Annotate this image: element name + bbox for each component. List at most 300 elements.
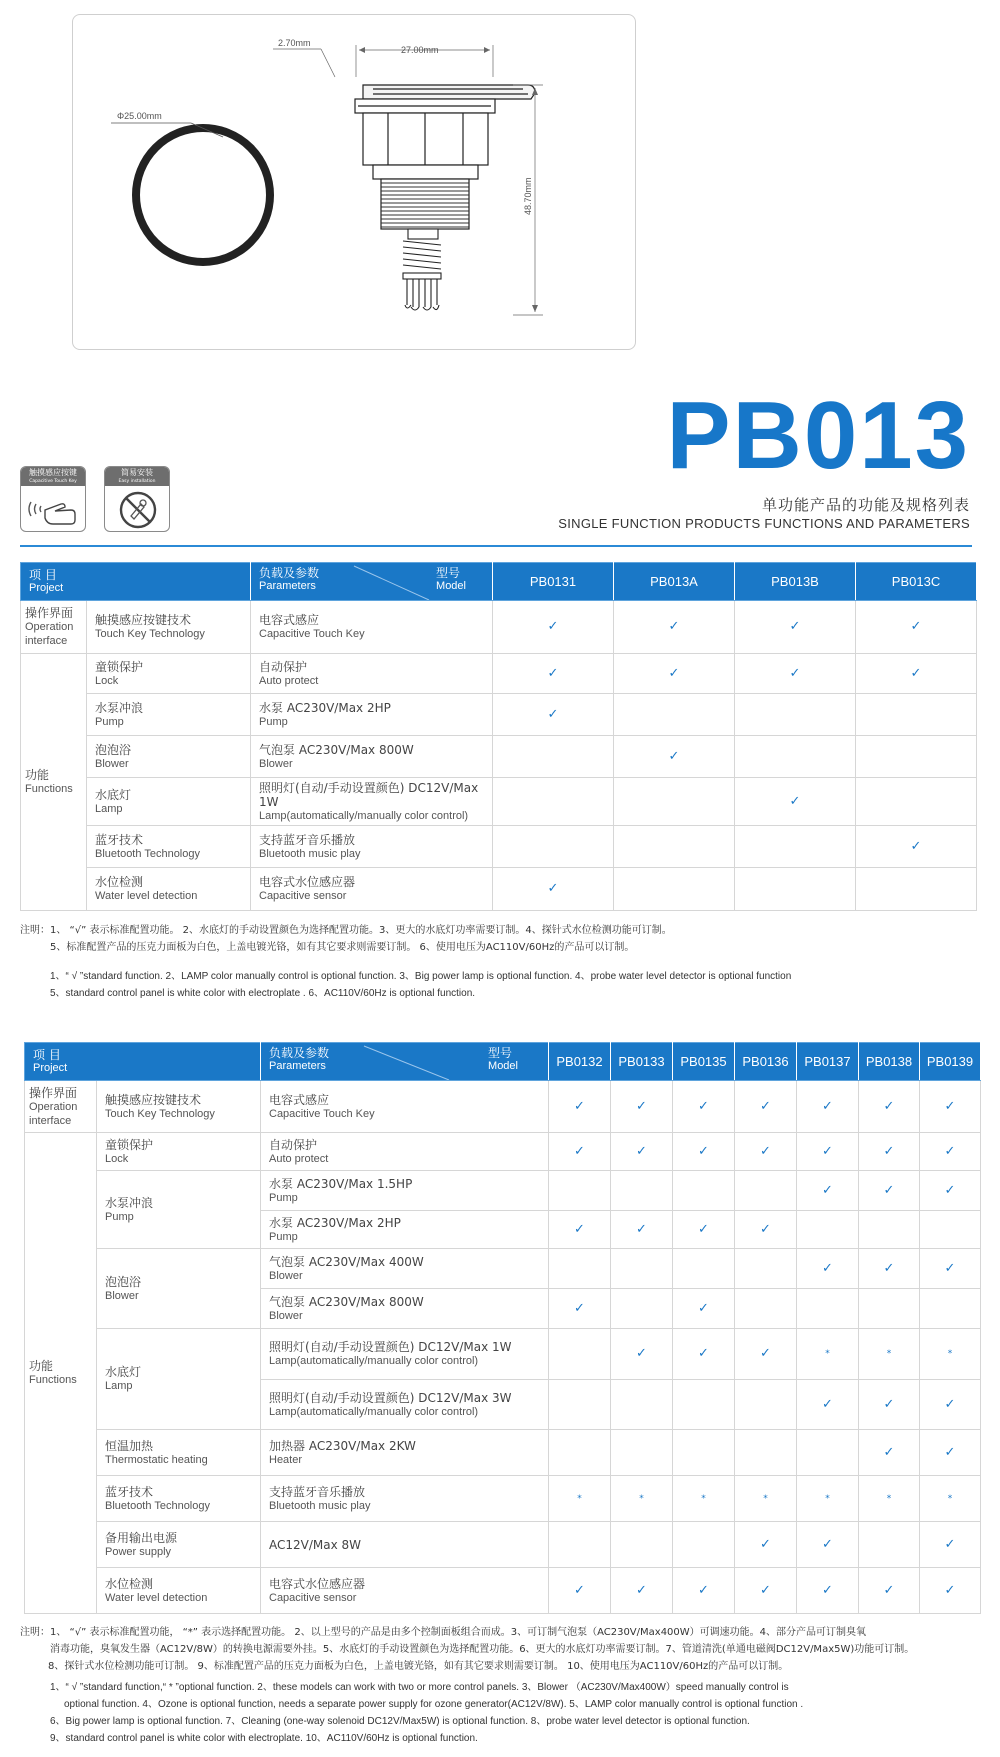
mark-cell: ✓ bbox=[920, 1522, 981, 1568]
item-cn: 水底灯 bbox=[95, 787, 132, 802]
table-row bbox=[25, 1171, 981, 1211]
param-cell bbox=[261, 1081, 549, 1133]
model-col-6: PB0139 bbox=[920, 1043, 981, 1081]
mark-cell bbox=[673, 1522, 735, 1568]
item-cell bbox=[87, 868, 251, 911]
param-cn: 自动保护 bbox=[259, 659, 308, 674]
header-project bbox=[25, 1043, 261, 1081]
badge-label-cn: 简易安装 bbox=[121, 468, 153, 477]
subtitle-cn: 单功能产品的功能及规格列表 bbox=[761, 496, 970, 514]
param-cn: AC12V/Max 8W bbox=[269, 1537, 362, 1552]
mark-cell bbox=[859, 1211, 920, 1249]
param-en: Heater bbox=[269, 1453, 303, 1466]
item-cn: 蓝牙技术 bbox=[95, 832, 144, 847]
mark-cell bbox=[859, 1289, 920, 1329]
model-col-1: PB0133 bbox=[611, 1043, 673, 1081]
param-cn: 自动保护 bbox=[269, 1137, 318, 1152]
dim-height: 48.70mm bbox=[523, 177, 533, 215]
header-model-en: Model bbox=[436, 579, 466, 592]
mark-cell bbox=[797, 1430, 859, 1476]
mark-cell: ✓ bbox=[673, 1081, 735, 1133]
mark-cell bbox=[611, 1522, 673, 1568]
mark-cell: ✓ bbox=[859, 1380, 920, 1430]
mark-cell: ✓ bbox=[920, 1380, 981, 1430]
mark-cell bbox=[735, 736, 856, 778]
notes-2 bbox=[20, 1624, 914, 1747]
mark-cell: ✓ bbox=[549, 1211, 611, 1249]
mark-cell: ✓ bbox=[735, 778, 856, 826]
group-cn: 功能 bbox=[25, 768, 50, 782]
model-col-2: PB013B bbox=[735, 563, 856, 601]
item-en: Water level detection bbox=[105, 1591, 208, 1604]
mark-cell: ✓ bbox=[859, 1133, 920, 1171]
mark-cell: ✓ bbox=[856, 654, 977, 694]
group-functions bbox=[25, 1133, 97, 1614]
param-cell bbox=[261, 1430, 549, 1476]
mark-cell: ✓ bbox=[797, 1081, 859, 1133]
param-cell bbox=[261, 1133, 549, 1171]
mark-cell: ✓ bbox=[673, 1211, 735, 1249]
table-row bbox=[21, 736, 977, 778]
param-cell bbox=[251, 778, 493, 826]
param-en: Lamp(automatically/manually color control) bbox=[269, 1405, 479, 1418]
header-params-model bbox=[251, 563, 493, 601]
mark-cell bbox=[611, 1171, 673, 1211]
mark-cell bbox=[735, 1430, 797, 1476]
header-project-cn: 项 目 bbox=[33, 1048, 61, 1062]
mark-cell: * bbox=[859, 1329, 920, 1380]
mark-cell: ✓ bbox=[493, 654, 614, 694]
mark-cell bbox=[797, 1289, 859, 1329]
badge-label-en: Easy installation bbox=[118, 479, 156, 484]
table-row bbox=[21, 826, 977, 868]
mark-cell: ✓ bbox=[797, 1380, 859, 1430]
param-en: Blower bbox=[259, 757, 293, 770]
table-row bbox=[21, 778, 977, 826]
mark-cell: ✓ bbox=[856, 826, 977, 868]
mark-cell: ✓ bbox=[920, 1249, 981, 1289]
header-project bbox=[21, 563, 251, 601]
subtitle-en: SINGLE FUNCTION PRODUCTS FUNCTIONS AND PARAMETERS bbox=[558, 516, 970, 531]
mark-cell bbox=[859, 1522, 920, 1568]
mark-cell bbox=[611, 1249, 673, 1289]
param-en: Bluetooth music play bbox=[259, 847, 361, 860]
mark-cell bbox=[614, 694, 735, 736]
model-col-0: PB0132 bbox=[549, 1043, 611, 1081]
header-model-en: Model bbox=[488, 1059, 518, 1072]
mark-cell: ✓ bbox=[797, 1522, 859, 1568]
header-project-en: Project bbox=[29, 582, 64, 594]
item-cn: 触摸感应按键技术 bbox=[105, 1092, 202, 1107]
item-cell bbox=[87, 778, 251, 826]
group-en: Functions bbox=[29, 1374, 77, 1386]
mark-cell bbox=[735, 1171, 797, 1211]
param-cn: 加热器 AC230V/Max 2KW bbox=[269, 1438, 416, 1453]
note-en-line: 6、Big power lamp is optional function. 7、Cleaning (one-way solenoid DC12V/Max5W) is optional function. 8、probe water level detector is optional function. bbox=[50, 1716, 750, 1727]
item-en: Bluetooth Technology bbox=[105, 1499, 210, 1512]
item-en: Touch Key Technology bbox=[95, 628, 205, 640]
item-en: Pump bbox=[95, 715, 124, 728]
mark-cell bbox=[614, 868, 735, 911]
table-header-row bbox=[25, 1043, 981, 1081]
item-cell bbox=[87, 601, 251, 654]
param-en: Auto protect bbox=[259, 674, 319, 687]
param-en: Lamp(automatically/manually color control) bbox=[269, 1355, 479, 1367]
group-operation bbox=[21, 601, 87, 654]
param-cell bbox=[261, 1568, 549, 1614]
group-cn: 操作界面 bbox=[29, 1085, 78, 1100]
header-model-cn: 型号 bbox=[436, 565, 461, 580]
param-cn: 照明灯(自动/手动设置颜色) DC12V/Max 3W bbox=[269, 1390, 512, 1405]
model-col-2: PB0135 bbox=[673, 1043, 735, 1081]
mark-cell: ✓ bbox=[611, 1568, 673, 1614]
mark-cell: ✓ bbox=[859, 1081, 920, 1133]
header-params-en: Parameters bbox=[269, 1059, 326, 1072]
table-row bbox=[21, 694, 977, 736]
group-en: Functions bbox=[25, 783, 73, 795]
param-en: Bluetooth music play bbox=[269, 1499, 371, 1512]
no-tools-icon bbox=[105, 486, 170, 532]
item-cn: 水底灯 bbox=[105, 1365, 142, 1379]
note-en-line: 5、standard control panel is white color with electroplate . 6、AC110V/60Hz is optional function. bbox=[50, 988, 476, 999]
param-en: Capacitive Touch Key bbox=[269, 1107, 375, 1120]
mark-cell: ✓ bbox=[859, 1249, 920, 1289]
header-params-cn: 负载及参数 bbox=[269, 1045, 330, 1060]
model-title: PB013 bbox=[666, 382, 970, 489]
table-row bbox=[25, 1329, 981, 1380]
mark-cell: ✓ bbox=[493, 868, 614, 911]
param-cn: 气泡泵 AC230V/Max 800W bbox=[269, 1294, 424, 1309]
table-row bbox=[21, 654, 977, 694]
param-cell bbox=[251, 601, 493, 654]
mark-cell bbox=[920, 1211, 981, 1249]
dim-diameter: Φ25.00mm bbox=[117, 111, 162, 121]
note-en-line: 1、“ √ ”standard function,“ * ”optional function. 2、these models can work with two or more control panels. 3、Blower （AC230V/Max400W）speed manually control is bbox=[50, 1682, 789, 1693]
item-en: Thermostatic heating bbox=[105, 1453, 208, 1466]
item-en: Touch Key Technology bbox=[105, 1107, 215, 1120]
badge-label-en: Capacitive Touch Key bbox=[29, 479, 77, 484]
mark-cell bbox=[549, 1329, 611, 1380]
mark-cell bbox=[856, 736, 977, 778]
param-cn: 支持蓝牙音乐播放 bbox=[269, 1484, 366, 1499]
param-cn: 水泵 AC230V/Max 1.5HP bbox=[269, 1176, 413, 1191]
header-project-cn: 项 目 bbox=[29, 568, 57, 582]
table-row bbox=[25, 1430, 981, 1476]
mark-cell bbox=[735, 1249, 797, 1289]
table-row bbox=[25, 1476, 981, 1522]
mark-cell: ✓ bbox=[611, 1133, 673, 1171]
mark-cell: ✓ bbox=[859, 1430, 920, 1476]
mark-cell: * bbox=[859, 1476, 920, 1522]
item-cn: 水位检测 bbox=[95, 875, 144, 889]
item-cell bbox=[87, 826, 251, 868]
item-en: Lock bbox=[95, 674, 119, 687]
header-params-cn: 负载及参数 bbox=[259, 565, 320, 580]
mark-cell: * bbox=[797, 1329, 859, 1380]
param-cell bbox=[261, 1211, 549, 1249]
mark-cell: * bbox=[920, 1476, 981, 1522]
param-en: Blower bbox=[269, 1309, 303, 1322]
mark-cell bbox=[673, 1380, 735, 1430]
param-cell bbox=[261, 1289, 549, 1329]
mark-cell: * bbox=[549, 1476, 611, 1522]
table-row bbox=[21, 601, 977, 654]
param-cell bbox=[261, 1380, 549, 1430]
mark-cell: ✓ bbox=[614, 736, 735, 778]
item-cn: 泡泡浴 bbox=[105, 1274, 142, 1289]
group-functions bbox=[21, 654, 87, 911]
model-col-1: PB013A bbox=[614, 563, 735, 601]
mark-cell bbox=[611, 1380, 673, 1430]
mark-cell: ✓ bbox=[920, 1171, 981, 1211]
mark-cell bbox=[549, 1430, 611, 1476]
item-cell bbox=[97, 1522, 261, 1568]
dimension-drawing bbox=[73, 15, 637, 351]
item-cn: 水泵冲浪 bbox=[95, 700, 144, 715]
group-operation bbox=[25, 1081, 97, 1133]
mark-cell: ✓ bbox=[673, 1329, 735, 1380]
param-cn: 支持蓝牙音乐播放 bbox=[259, 832, 356, 847]
mark-cell bbox=[611, 1430, 673, 1476]
model-col-4: PB0137 bbox=[797, 1043, 859, 1081]
item-cell bbox=[87, 654, 251, 694]
item-cn: 水泵冲浪 bbox=[105, 1195, 154, 1210]
group-en2: interface bbox=[25, 635, 68, 647]
mark-cell bbox=[493, 778, 614, 826]
header-params-en: Parameters bbox=[259, 579, 316, 592]
param-cn: 电容式感应 bbox=[269, 1092, 330, 1107]
item-cell bbox=[97, 1430, 261, 1476]
mark-cell: * bbox=[797, 1476, 859, 1522]
group-cn: 操作界面 bbox=[25, 606, 74, 620]
badge-easy-install bbox=[104, 466, 170, 532]
note-cn-line: 5、标准配置产品的压克力面板为白色，上盖电镀光铬，如有其它要求则需要订制。 6、使用电压为AC110V/60Hz的产品可以订制。 bbox=[50, 942, 635, 953]
item-cn: 恒温加热 bbox=[105, 1438, 154, 1453]
title-divider bbox=[20, 545, 972, 547]
mark-cell bbox=[735, 1380, 797, 1430]
mark-cell bbox=[611, 1289, 673, 1329]
mark-cell: * bbox=[611, 1476, 673, 1522]
mark-cell: ✓ bbox=[549, 1133, 611, 1171]
param-en: Pump bbox=[269, 1230, 298, 1243]
dim-flange-thickness: 2.70mm bbox=[278, 38, 311, 48]
mark-cell: ✓ bbox=[735, 1133, 797, 1171]
item-en: Blower bbox=[95, 757, 129, 770]
mark-cell: * bbox=[920, 1329, 981, 1380]
param-en: Auto protect bbox=[269, 1152, 329, 1165]
mark-cell: ✓ bbox=[549, 1289, 611, 1329]
mark-cell: ✓ bbox=[797, 1171, 859, 1211]
model-col-3: PB013C bbox=[856, 563, 977, 601]
mark-cell bbox=[920, 1289, 981, 1329]
group-en1: Operation bbox=[29, 1100, 78, 1113]
note-en-line: 1、“ √ ”standard function. 2、LAMP color manually control is optional function. 3、Big power lamp is optional function. 4、probe water level detector is optional function bbox=[50, 971, 792, 982]
header-model-cn: 型号 bbox=[488, 1045, 513, 1060]
mark-cell bbox=[549, 1522, 611, 1568]
item-cell bbox=[97, 1476, 261, 1522]
param-cn: 照明灯(自动/手动设置颜色) DC12V/Max 1W bbox=[259, 780, 479, 809]
param-cn: 电容式水位感应器 bbox=[269, 1576, 366, 1591]
mark-cell: ✓ bbox=[859, 1568, 920, 1614]
item-cn: 蓝牙技术 bbox=[105, 1484, 154, 1499]
touch-hand-icon bbox=[21, 486, 86, 532]
item-en: Lamp bbox=[105, 1380, 133, 1392]
mark-cell bbox=[856, 778, 977, 826]
mark-cell: ✓ bbox=[614, 654, 735, 694]
badge-touch-key bbox=[20, 466, 86, 532]
note-cn-line: 8、探针式水位检测功能可订制。 9、标准配置产品的压克力面板为白色，上盖电镀光铬，如有其它要求则需要订制。 10、使用电压为AC110V/60Hz的产品可以订制。 bbox=[48, 1661, 789, 1672]
mark-cell: * bbox=[673, 1476, 735, 1522]
item-cell bbox=[97, 1249, 261, 1329]
param-en: Pump bbox=[269, 1191, 298, 1204]
header-project-en: Project bbox=[33, 1062, 68, 1074]
param-cell bbox=[251, 654, 493, 694]
mark-cell: * bbox=[735, 1476, 797, 1522]
item-en: Water level detection bbox=[95, 890, 198, 902]
mark-cell bbox=[735, 1289, 797, 1329]
table-row bbox=[25, 1081, 981, 1133]
param-cn: 电容式水位感应器 bbox=[259, 875, 356, 889]
mark-cell: ✓ bbox=[856, 601, 977, 654]
param-cell bbox=[261, 1171, 549, 1211]
mark-cell: ✓ bbox=[735, 1211, 797, 1249]
mark-cell bbox=[673, 1171, 735, 1211]
mark-cell: ✓ bbox=[797, 1133, 859, 1171]
notes-1 bbox=[20, 922, 791, 1002]
param-en: Pump bbox=[259, 715, 288, 728]
param-en: Capacitive sensor bbox=[269, 1591, 357, 1604]
mark-cell: ✓ bbox=[920, 1133, 981, 1171]
cable-spring bbox=[403, 229, 441, 310]
param-cell bbox=[251, 736, 493, 778]
table-header-row bbox=[21, 563, 977, 601]
mark-cell: ✓ bbox=[549, 1081, 611, 1133]
mark-cell: ✓ bbox=[611, 1211, 673, 1249]
item-cn: 童锁保护 bbox=[105, 1137, 154, 1152]
dim-flange-width: 27.00mm bbox=[401, 45, 439, 55]
note-en-line: optional function. 4、Ozone is optional function, needs a separate power supply for ozone generator(AC12V/8W). 5、LAMP color manually control is optional function . bbox=[64, 1699, 804, 1710]
item-en: Pump bbox=[105, 1210, 134, 1223]
table-row bbox=[25, 1522, 981, 1568]
param-cell bbox=[261, 1249, 549, 1289]
mark-cell: ✓ bbox=[735, 601, 856, 654]
mark-cell bbox=[614, 826, 735, 868]
param-en: Capacitive sensor bbox=[259, 890, 347, 902]
mark-cell: ✓ bbox=[920, 1430, 981, 1476]
param-cell bbox=[261, 1329, 549, 1380]
mark-cell bbox=[673, 1249, 735, 1289]
item-en: Bluetooth Technology bbox=[95, 847, 200, 860]
mark-cell bbox=[856, 694, 977, 736]
param-cn: 水泵 AC230V/Max 2HP bbox=[259, 700, 391, 715]
model-col-0: PB0131 bbox=[493, 563, 614, 601]
mark-cell: ✓ bbox=[735, 1568, 797, 1614]
mark-cell bbox=[797, 1211, 859, 1249]
mark-cell bbox=[493, 826, 614, 868]
mark-cell: ✓ bbox=[735, 654, 856, 694]
table-row bbox=[25, 1133, 981, 1171]
model-col-3: PB0136 bbox=[735, 1043, 797, 1081]
item-en: Blower bbox=[105, 1289, 139, 1302]
mark-cell: ✓ bbox=[493, 694, 614, 736]
mark-cell: ✓ bbox=[797, 1249, 859, 1289]
item-cell bbox=[87, 736, 251, 778]
mark-cell: ✓ bbox=[735, 1522, 797, 1568]
front-view-ring bbox=[136, 128, 270, 262]
mark-cell bbox=[856, 868, 977, 911]
param-cell bbox=[261, 1522, 549, 1568]
param-cell bbox=[261, 1476, 549, 1522]
param-cell bbox=[251, 694, 493, 736]
note-cn-line: 注明：1、 “√” 表示标准配置功能， “*” 表示选择配置功能。 2、以上型号的产品是由多个控制面板组合而成。3、可订制气泡泵（AC230V/Max400W）可调速功能。4、部分产品可订制臭氧 bbox=[20, 1627, 867, 1638]
mark-cell bbox=[549, 1249, 611, 1289]
item-cn: 泡泡浴 bbox=[95, 742, 132, 757]
item-cell bbox=[97, 1081, 261, 1133]
mark-cell bbox=[735, 826, 856, 868]
param-cn: 气泡泵 AC230V/Max 400W bbox=[269, 1254, 424, 1269]
item-cn: 水位检测 bbox=[105, 1576, 154, 1591]
badge-label-cn: 触摸感应按键 bbox=[29, 468, 77, 477]
mark-cell bbox=[549, 1380, 611, 1430]
param-en: Blower bbox=[269, 1269, 303, 1282]
mark-cell: ✓ bbox=[614, 601, 735, 654]
note-cn-line: 注明：1、 “√” 表示标准配置功能。 2、水底灯的手动设置颜色为选择配置功能。3、更大的水底灯功率需要订制。4、探针式水位检测功能可订制。 bbox=[20, 925, 672, 936]
item-cell bbox=[97, 1133, 261, 1171]
item-cn: 触摸感应按键技术 bbox=[95, 613, 192, 627]
mark-cell: ✓ bbox=[920, 1568, 981, 1614]
table-row bbox=[21, 868, 977, 911]
mark-cell: ✓ bbox=[493, 601, 614, 654]
mark-cell bbox=[735, 694, 856, 736]
param-cn: 气泡泵 AC230V/Max 800W bbox=[259, 742, 414, 757]
spec-table-2 bbox=[24, 1042, 981, 1614]
header-params-model bbox=[261, 1043, 549, 1081]
mark-cell: ✓ bbox=[611, 1329, 673, 1380]
group-cn: 功能 bbox=[29, 1359, 54, 1373]
item-cn: 备用输出电源 bbox=[105, 1530, 178, 1545]
param-cn: 电容式感应 bbox=[259, 613, 320, 627]
note-cn-line: 消毒功能，臭氧发生器（AC12V/8W）的转换电源需要外挂。5、水底灯的手动设置颜色为选择配置功能。6、更大的水底灯功率需要订制。7、管道清洗(单通电磁阀DC12V/Max5W)功能可订制。 bbox=[50, 1644, 915, 1655]
mark-cell: ✓ bbox=[735, 1081, 797, 1133]
mark-cell: ✓ bbox=[673, 1133, 735, 1171]
mark-cell: ✓ bbox=[611, 1081, 673, 1133]
mark-cell bbox=[673, 1430, 735, 1476]
param-cn: 照明灯(自动/手动设置颜色) DC12V/Max 1W bbox=[269, 1340, 512, 1354]
mark-cell: ✓ bbox=[673, 1568, 735, 1614]
param-en: Capacitive Touch Key bbox=[259, 628, 365, 640]
table-row bbox=[25, 1568, 981, 1614]
mark-cell: ✓ bbox=[797, 1568, 859, 1614]
group-en2: interface bbox=[29, 1114, 72, 1127]
mark-cell: ✓ bbox=[920, 1081, 981, 1133]
param-cn: 水泵 AC230V/Max 2HP bbox=[269, 1215, 401, 1230]
mark-cell: ✓ bbox=[735, 1329, 797, 1380]
mark-cell bbox=[614, 778, 735, 826]
mark-cell bbox=[493, 736, 614, 778]
note-en-line: 9、standard control panel is white color with electroplate. 10、AC110V/60Hz is optional function. bbox=[50, 1733, 478, 1744]
mark-cell bbox=[549, 1171, 611, 1211]
param-cell bbox=[251, 868, 493, 911]
item-en: Lock bbox=[105, 1152, 129, 1165]
param-cell bbox=[251, 826, 493, 868]
item-cell bbox=[87, 694, 251, 736]
item-cn: 童锁保护 bbox=[95, 659, 144, 674]
mark-cell: ✓ bbox=[549, 1568, 611, 1614]
item-cell bbox=[97, 1329, 261, 1430]
group-en1: Operation bbox=[25, 621, 74, 633]
param-en: Lamp(automatically/manually color control) bbox=[259, 809, 469, 822]
item-cell bbox=[97, 1171, 261, 1249]
